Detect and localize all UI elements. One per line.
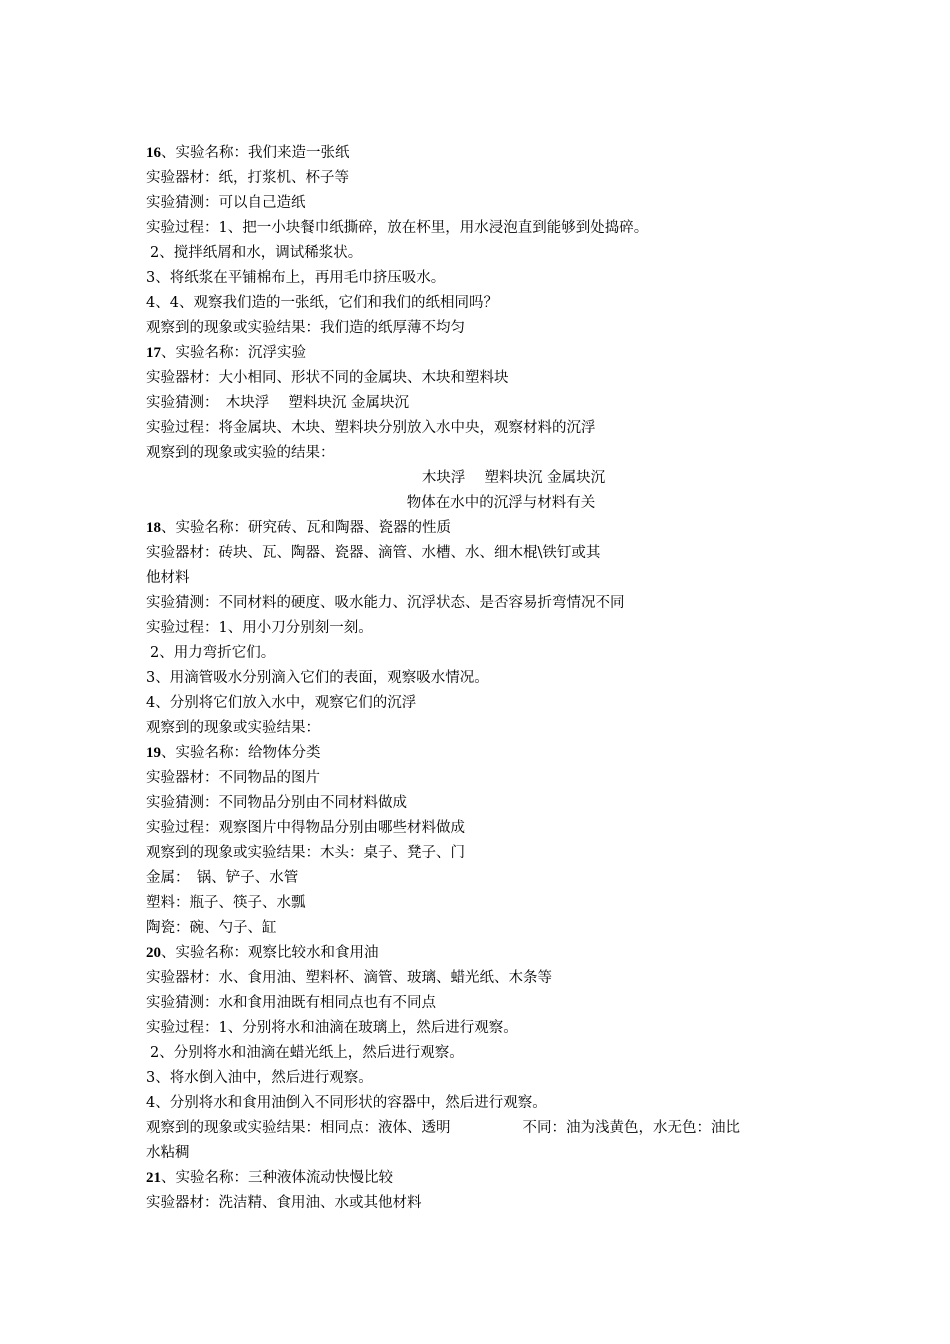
exp18-equipment-1: 实验器材：砖块、瓦、陶器、瓷器、滴管、水槽、水、细木棍\铁钉或其: [146, 545, 601, 561]
exp18-number: 18: [146, 520, 161, 536]
exp21-name: 、实验名称：三种液体流动快慢比较: [161, 1170, 393, 1186]
exp18-process-3: 3、用滴管吸水分别滴入它们的表面，观察吸水情况。: [146, 670, 489, 686]
exp20-process-4: 4、分别将水和食用油倒入不同形状的容器中，然后进行观察。: [146, 1095, 547, 1111]
exp16-process-4: 4、4、观察我们造的一张纸，它们和我们的纸相同吗？: [146, 295, 498, 311]
exp20-result-cont: 水粘稠: [146, 1145, 190, 1161]
exp16-result: 观察到的现象或实验结果：我们造的纸厚薄不均匀: [146, 320, 465, 336]
exp16-guess: 实验猜测：可以自己造纸: [146, 195, 306, 211]
exp17-guess: 实验猜测： 木块浮 塑料块沉 金属块沉: [146, 395, 409, 411]
exp16-process-3: 3、将纸浆在平铺棉布上，再用毛巾挤压吸水。: [146, 270, 446, 286]
exp16-name: 、实验名称：我们来造一张纸: [161, 145, 350, 161]
exp17-result-line-2: 物体在水中的沉浮与材料有关: [406, 495, 596, 511]
exp19-metal: 金属： 锅、铲子、水管: [146, 870, 299, 886]
exp20-equipment: 实验器材：水、食用油、塑料杯、滴管、玻璃、蜡光纸、木条等: [146, 970, 552, 986]
document-body: [146, 141, 826, 1216]
exp16-equipment: 实验器材：纸，打浆机、杯子等: [146, 170, 349, 186]
exp20-number: 20: [146, 945, 161, 961]
exp20-process-1: 实验过程：1、分别将水和油滴在玻璃上，然后进行观察。: [146, 1020, 518, 1036]
exp16-process-1: 实验过程：1、把一小块餐巾纸撕碎，放在杯里，用水浸泡直到能够到处捣碎。: [146, 220, 649, 236]
exp16-process-2: 2、搅拌纸屑和水，调试稀浆状。: [150, 245, 363, 261]
exp20-result-same: 观察到的现象或实验结果：相同点：液体、透明: [146, 1120, 451, 1136]
exp19-plastic: 塑料：瓶子、筷子、水瓢: [146, 895, 306, 911]
exp18-guess: 实验猜测：不同材料的硬度、吸水能力、沉浮状态、是否容易折弯情况不同: [146, 595, 625, 611]
exp19-name: 、实验名称：给物体分类: [161, 745, 321, 761]
exp17-result-label: 观察到的现象或实验的结果：: [146, 445, 335, 461]
exp17-result-line-1: 木块浮 塑料块沉 金属块沉: [421, 470, 606, 486]
exp17-number: 17: [146, 345, 161, 361]
exp17-equipment: 实验器材：大小相同、形状不同的金属块、木块和塑料块: [146, 370, 509, 386]
exp18-process-1: 实验过程：1、用小刀分别刻一刻。: [146, 620, 373, 636]
exp18-equipment-2: 他材料: [146, 570, 190, 586]
exp18-name: 、实验名称：研究砖、瓦和陶器、瓷器的性质: [161, 520, 451, 536]
exp19-ceramic: 陶瓷：碗、勺子、缸: [146, 920, 277, 936]
exp16-title: [146, 141, 826, 166]
exp18-title: [146, 516, 826, 541]
exp19-process: 实验过程：观察图片中得物品分别由哪些材料做成: [146, 820, 465, 836]
exp21-title: [146, 1166, 826, 1191]
exp21-equipment: 实验器材：洗洁精、食用油、水或其他材料: [146, 1195, 422, 1211]
exp19-guess: 实验猜测：不同物品分别由不同材料做成: [146, 795, 407, 811]
exp17-title: [146, 341, 826, 366]
exp18-process-4: 4、分别将它们放入水中，观察它们的沉浮: [146, 695, 417, 711]
exp20-guess: 实验猜测：水和食用油既有相同点也有不同点: [146, 995, 436, 1011]
exp18-result: 观察到的现象或实验结果：: [146, 720, 320, 736]
exp18-process-2: 2、用力弯折它们。: [150, 645, 276, 661]
exp19-equipment: 实验器材：不同物品的图片: [146, 770, 320, 786]
exp17-process: 实验过程：将金属块、木块、塑料块分别放入水中央，观察材料的沉浮: [146, 420, 596, 436]
exp20-process-2: 2、分别将水和油滴在蜡光纸上，然后进行观察。: [150, 1045, 464, 1061]
exp19-result: 观察到的现象或实验结果：木头：桌子、凳子、门: [146, 845, 465, 861]
exp20-name: 、实验名称：观察比较水和食用油: [161, 945, 379, 961]
exp20-process-3: 3、将水倒入油中，然后进行观察。: [146, 1070, 373, 1086]
exp20-result-diff: 不同：油为浅黄色，水无色：油比: [522, 1120, 740, 1136]
exp16-number: 16: [146, 145, 161, 161]
exp20-result: [146, 1116, 826, 1141]
exp19-title: [146, 741, 826, 766]
exp20-title: [146, 941, 826, 966]
exp19-number: 19: [146, 745, 161, 761]
exp17-name: 、实验名称：沉浮实验: [161, 345, 306, 361]
exp21-number: 21: [146, 1170, 161, 1186]
